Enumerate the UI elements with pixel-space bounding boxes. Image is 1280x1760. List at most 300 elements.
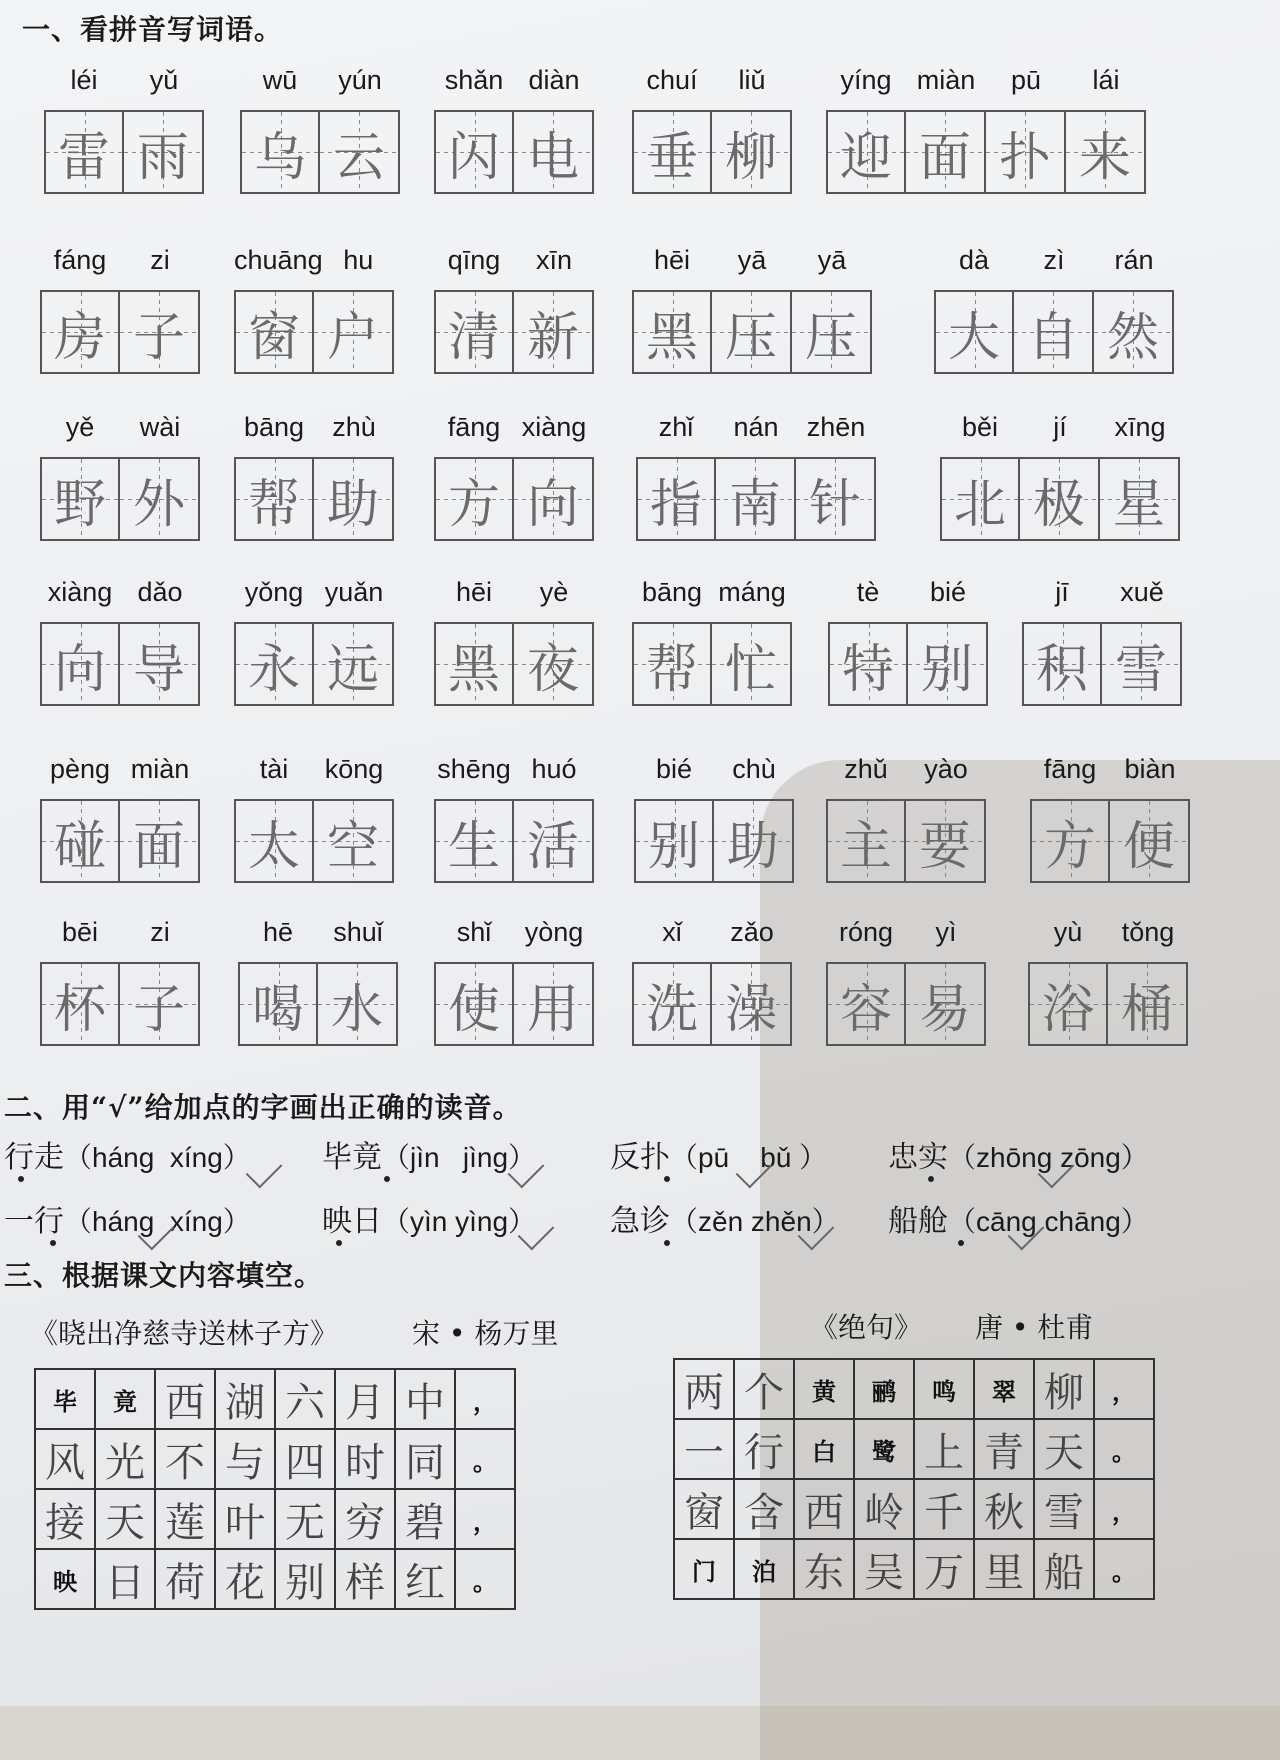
pinyin-syllable: yè: [539, 577, 569, 607]
word-4-2: [234, 570, 394, 706]
word-6-1: [40, 910, 200, 1046]
pinyin-label: [634, 747, 794, 785]
printed-char-cell: 鹂: [854, 1359, 914, 1419]
pinyin-label: [238, 910, 398, 948]
handwritten-char-box[interactable]: 面: [906, 110, 986, 194]
handwritten-char-box[interactable]: 主: [826, 799, 906, 883]
word-1-2: [240, 58, 400, 194]
handwritten-char-cell[interactable]: 个: [734, 1359, 794, 1419]
handwritten-char-box[interactable]: 大: [934, 290, 1014, 374]
word-3-5: [940, 405, 1180, 541]
handwritten-char-box[interactable]: 易: [906, 962, 986, 1046]
handwritten-char-cell[interactable]: 柳: [1034, 1359, 1094, 1419]
emphasis-dot-icon: [958, 1240, 964, 1246]
handwritten-char-box[interactable]: 自: [1014, 290, 1094, 374]
handwritten-char-cell[interactable]: 日: [95, 1549, 155, 1609]
handwritten-char-cell[interactable]: 叶: [215, 1489, 275, 1549]
writing-boxes: [632, 962, 792, 1046]
pinyin-label: [40, 747, 200, 785]
section2-title: 二、用“√”给加点的字画出正确的读音。: [4, 1091, 522, 1124]
pinyin-syllable: zi: [150, 917, 170, 947]
pinyin-syllable: běi: [961, 412, 999, 442]
handwritten-char-cell[interactable]: 窗: [674, 1479, 734, 1539]
handwritten-char-box[interactable]: 野: [40, 457, 120, 541]
word-3-4: [636, 405, 876, 541]
handwritten-char-cell[interactable]: 与: [215, 1429, 275, 1489]
handwritten-char-box[interactable]: 房: [40, 290, 120, 374]
pinyin-syllable: fáng: [53, 245, 107, 275]
pinyin-label: [434, 910, 594, 948]
handwritten-char-cell[interactable]: 雪: [1034, 1479, 1094, 1539]
writing-boxes: [632, 622, 792, 706]
pinyin-syllable: zì: [1043, 245, 1065, 275]
handwritten-char-box[interactable]: 压: [792, 290, 872, 374]
pinyin-syllable: yě: [65, 412, 95, 442]
handwritten-char-box[interactable]: 桶: [1108, 962, 1188, 1046]
poem2-grid: [673, 1358, 1155, 1600]
writing-boxes: [434, 622, 594, 706]
handwritten-char-box[interactable]: 雷: [44, 110, 124, 194]
pinyin-options[interactable]: （cāng chāng）: [948, 1206, 1149, 1237]
handwritten-char-box[interactable]: 指: [636, 457, 716, 541]
pinyin-syllable: chuí: [646, 65, 698, 95]
pinyin-syllable: nán: [733, 412, 779, 442]
word-1-4: [632, 58, 792, 194]
pinyin-label: [40, 405, 200, 443]
handwritten-char-cell[interactable]: 红: [395, 1549, 455, 1609]
pinyin-label: [234, 747, 394, 785]
pinyin-label: [40, 238, 200, 276]
handwritten-char-cell[interactable]: 别: [275, 1549, 335, 1609]
handwritten-char-box[interactable]: 导: [120, 622, 200, 706]
writing-boxes: [234, 622, 394, 706]
emphasis-dot-icon: [928, 1176, 934, 1182]
pinyin-syllable: shēng: [437, 754, 511, 784]
handwritten-char-cell[interactable]: 东: [794, 1539, 854, 1599]
pinyin-syllable: pèng: [49, 754, 111, 784]
handwritten-char-box[interactable]: 闪: [434, 110, 514, 194]
handwritten-char-box[interactable]: 雨: [124, 110, 204, 194]
emphasis-dot-icon: [384, 1176, 390, 1182]
pinyin-syllable: xiàng: [47, 577, 113, 607]
printed-char-cell: 鸣: [914, 1359, 974, 1419]
writing-boxes: [44, 110, 204, 194]
handwritten-char-box[interactable]: 向: [40, 622, 120, 706]
handwritten-char-box[interactable]: 夜: [514, 622, 594, 706]
word-5-1: [40, 747, 200, 883]
handwritten-char-cell[interactable]: 荷: [155, 1549, 215, 1609]
pinyin-syllable: hē: [262, 917, 294, 947]
pinyin-syllable: hēi: [653, 245, 691, 275]
handwritten-char-box[interactable]: 星: [1100, 457, 1180, 541]
printed-char-cell: 鹭: [854, 1419, 914, 1479]
handwritten-char-box[interactable]: 别: [634, 799, 714, 883]
handwritten-char-cell[interactable]: 上: [914, 1419, 974, 1479]
handwritten-char-box[interactable]: 压: [712, 290, 792, 374]
word-6-3: [434, 910, 594, 1046]
word-5-6: [1030, 747, 1190, 883]
target-word: 映日: [322, 1204, 382, 1239]
pinyin-label: [240, 58, 400, 96]
printed-char-cell: 毕: [35, 1369, 95, 1429]
handwritten-char-box[interactable]: 浴: [1028, 962, 1108, 1046]
handwritten-char-box[interactable]: 扑: [986, 110, 1066, 194]
writing-boxes: [238, 962, 398, 1046]
pinyin-label: [632, 58, 792, 96]
pinyin-syllable: hu: [343, 245, 374, 275]
writing-boxes: [1028, 962, 1188, 1046]
writing-boxes: [40, 799, 200, 883]
word-4-4: [632, 570, 792, 706]
pinyin-syllable: zi: [150, 245, 170, 275]
printed-char-cell: 映: [35, 1549, 95, 1609]
writing-boxes: [234, 290, 394, 374]
handwritten-char-cell[interactable]: 里: [974, 1539, 1034, 1599]
handwritten-char-box[interactable]: 帮: [632, 622, 712, 706]
pinyin-syllable: yào: [924, 754, 968, 784]
pinyin-syllable: yòng: [524, 917, 584, 947]
pinyin-syllable: shǐ: [456, 917, 492, 947]
pinyin-syllable: bié: [655, 754, 693, 784]
pinyin-syllable: qīng: [447, 245, 501, 275]
writing-boxes: [826, 962, 986, 1046]
handwritten-char-box[interactable]: 黑: [632, 290, 712, 374]
pinyin-syllable: miàn: [916, 65, 976, 95]
pinyin-syllable: róng: [838, 917, 894, 947]
handwritten-char-cell[interactable]: 千: [914, 1479, 974, 1539]
pinyin-syllable: xǐ: [662, 917, 682, 947]
poem2-author: 唐 • 杜甫: [975, 1311, 1094, 1344]
handwritten-char-cell[interactable]: 船: [1034, 1539, 1094, 1599]
handwritten-char-box[interactable]: 助: [314, 457, 394, 541]
pronunciation-item: [322, 1132, 536, 1176]
handwritten-char-box[interactable]: 使: [434, 962, 514, 1046]
word-3-3: [434, 405, 594, 541]
pinyin-label: [632, 910, 792, 948]
pronunciation-item: [4, 1132, 251, 1176]
handwritten-char-box[interactable]: 特: [828, 622, 908, 706]
handwritten-char-box[interactable]: 方: [434, 457, 514, 541]
pinyin-syllable: huó: [531, 754, 577, 784]
pinyin-syllable: wài: [139, 412, 181, 442]
handwritten-char-box[interactable]: 电: [514, 110, 594, 194]
handwritten-char-cell[interactable]: 湖: [215, 1369, 275, 1429]
word-6-2: [238, 910, 398, 1046]
pinyin-label: [632, 238, 872, 276]
pinyin-options[interactable]: （zěn zhěn）: [670, 1206, 840, 1237]
printed-char-cell: ，: [455, 1369, 515, 1429]
section1-title: 一、看拼音写词语。: [22, 13, 284, 46]
writing-boxes: [828, 622, 988, 706]
pinyin-syllable: xīng: [1114, 412, 1166, 442]
handwritten-char-box[interactable]: 澡: [712, 962, 792, 1046]
handwritten-char-cell[interactable]: 一: [674, 1419, 734, 1479]
printed-char-cell: 门: [674, 1539, 734, 1599]
handwritten-char-box[interactable]: 窗: [234, 290, 314, 374]
pinyin-label: [234, 570, 394, 608]
word-1-5: [826, 58, 1146, 194]
pinyin-syllable: xīn: [535, 245, 573, 275]
pinyin-label: [40, 910, 200, 948]
handwritten-char-cell[interactable]: 样: [335, 1549, 395, 1609]
handwritten-char-cell[interactable]: 天: [1034, 1419, 1094, 1479]
section3-title: 三、根据课文内容填空。: [4, 1259, 324, 1292]
handwritten-char-cell[interactable]: 秋: [974, 1479, 1034, 1539]
handwritten-char-box[interactable]: 要: [906, 799, 986, 883]
pinyin-label: [434, 747, 594, 785]
handwritten-char-box[interactable]: 用: [514, 962, 594, 1046]
pinyin-syllable: zhǔ: [844, 754, 888, 784]
handwritten-char-box[interactable]: 喝: [238, 962, 318, 1046]
pinyin-syllable: yǒng: [244, 577, 304, 607]
handwritten-char-cell[interactable]: 莲: [155, 1489, 215, 1549]
handwritten-char-box[interactable]: 来: [1066, 110, 1146, 194]
writing-boxes: [934, 290, 1174, 374]
handwritten-char-cell[interactable]: 同: [395, 1429, 455, 1489]
handwritten-char-box[interactable]: 雪: [1102, 622, 1182, 706]
handwritten-char-cell[interactable]: 青: [974, 1419, 1034, 1479]
handwritten-char-box[interactable]: 别: [908, 622, 988, 706]
handwritten-char-box[interactable]: 乌: [240, 110, 320, 194]
handwritten-char-cell[interactable]: 中: [395, 1369, 455, 1429]
target-word: 一行: [4, 1204, 64, 1239]
handwritten-char-box[interactable]: 子: [120, 962, 200, 1046]
writing-boxes: [434, 962, 594, 1046]
handwritten-char-box[interactable]: 碰: [40, 799, 120, 883]
writing-boxes: [240, 110, 400, 194]
writing-boxes: [632, 110, 792, 194]
pinyin-syllable: yún: [338, 65, 382, 95]
handwritten-char-cell[interactable]: 两: [674, 1359, 734, 1419]
word-5-4: [634, 747, 794, 883]
pinyin-syllable: jī: [1055, 577, 1069, 607]
handwritten-char-box[interactable]: 永: [234, 622, 314, 706]
emphasis-dot-icon: [664, 1240, 670, 1246]
handwritten-char-box[interactable]: 新: [514, 290, 594, 374]
pinyin-syllable: liǔ: [738, 65, 766, 95]
pinyin-label: [234, 405, 394, 443]
handwritten-char-cell[interactable]: 天: [95, 1489, 155, 1549]
handwritten-char-box[interactable]: 容: [826, 962, 906, 1046]
handwritten-char-box[interactable]: 助: [714, 799, 794, 883]
handwritten-char-box[interactable]: 迎: [826, 110, 906, 194]
pinyin-syllable: yuǎn: [324, 577, 384, 607]
pinyin-syllable: bié: [929, 577, 967, 607]
handwritten-char-cell[interactable]: 不: [155, 1429, 215, 1489]
word-5-3: [434, 747, 594, 883]
word-4-3: [434, 570, 594, 706]
word-4-6: [1022, 570, 1182, 706]
pinyin-syllable: fāng: [447, 412, 501, 442]
writing-boxes: [826, 110, 1146, 194]
pinyin-syllable: rán: [1114, 245, 1154, 275]
handwritten-char-cell[interactable]: 吴: [854, 1539, 914, 1599]
handwritten-char-box[interactable]: 空: [314, 799, 394, 883]
handwritten-char-box[interactable]: 然: [1094, 290, 1174, 374]
handwritten-char-box[interactable]: 水: [318, 962, 398, 1046]
pinyin-label: [434, 238, 594, 276]
writing-boxes: [826, 799, 986, 883]
pinyin-syllable: dǎo: [137, 577, 183, 607]
pinyin-syllable: bāng: [243, 412, 305, 442]
pinyin-options[interactable]: （háng xíng）: [64, 1142, 251, 1173]
writing-boxes: [234, 457, 394, 541]
pinyin-syllable: yā: [737, 245, 767, 275]
handwritten-char-box[interactable]: 活: [514, 799, 594, 883]
word-4-1: [40, 570, 200, 706]
poem1-grid: [34, 1368, 516, 1610]
pinyin-syllable: wū: [262, 65, 298, 95]
handwritten-char-cell[interactable]: 时: [335, 1429, 395, 1489]
writing-boxes: [234, 799, 394, 883]
handwritten-char-box[interactable]: 远: [314, 622, 394, 706]
handwritten-char-box[interactable]: 方: [1030, 799, 1110, 883]
target-word: 反扑: [610, 1140, 670, 1175]
handwritten-char-cell[interactable]: 西: [794, 1479, 854, 1539]
pronunciation-item: [322, 1196, 536, 1240]
pinyin-syllable: bāng: [641, 577, 703, 607]
writing-boxes: [634, 799, 794, 883]
word-2-3: [434, 238, 594, 374]
handwritten-char-box[interactable]: 子: [120, 290, 200, 374]
handwritten-char-cell[interactable]: 含: [734, 1479, 794, 1539]
pinyin-syllable: shǎn: [444, 65, 504, 95]
pinyin-syllable: yù: [1053, 917, 1083, 947]
writing-boxes: [40, 962, 200, 1046]
printed-char-cell: 。: [1094, 1539, 1154, 1599]
writing-boxes: [1030, 799, 1190, 883]
word-5-2: [234, 747, 394, 883]
printed-char-cell: 泊: [734, 1539, 794, 1599]
pinyin-label: [434, 405, 594, 443]
pinyin-syllable: bēi: [61, 917, 99, 947]
pinyin-label: [636, 405, 876, 443]
word-5-5: [826, 747, 986, 883]
pinyin-syllable: tǒng: [1121, 917, 1175, 947]
word-4-5: [828, 570, 988, 706]
printed-char-cell: 。: [455, 1429, 515, 1489]
handwritten-char-box[interactable]: 生: [434, 799, 514, 883]
pinyin-options[interactable]: （háng xíng）: [64, 1206, 251, 1237]
printed-char-cell: 。: [1094, 1419, 1154, 1479]
handwritten-char-cell[interactable]: 四: [275, 1429, 335, 1489]
writing-boxes: [940, 457, 1180, 541]
pinyin-label: [434, 58, 594, 96]
handwritten-char-box[interactable]: 户: [314, 290, 394, 374]
handwritten-char-box[interactable]: 积: [1022, 622, 1102, 706]
handwritten-char-cell[interactable]: 行: [734, 1419, 794, 1479]
printed-char-cell: ，: [455, 1489, 515, 1549]
handwritten-char-box[interactable]: 便: [1110, 799, 1190, 883]
pinyin-label: [44, 58, 204, 96]
pinyin-syllable: miàn: [130, 754, 190, 784]
word-6-4: [632, 910, 792, 1046]
pinyin-label: [1028, 910, 1188, 948]
handwritten-char-box[interactable]: 忙: [712, 622, 792, 706]
handwritten-char-box[interactable]: 杯: [40, 962, 120, 1046]
pinyin-syllable: zǎo: [730, 917, 774, 947]
pinyin-label: [1022, 570, 1182, 608]
handwritten-char-box[interactable]: 黑: [434, 622, 514, 706]
pinyin-syllable: máng: [718, 577, 786, 607]
pinyin-syllable: yíng: [840, 65, 892, 95]
word-3-2: [234, 405, 394, 541]
handwritten-char-box[interactable]: 向: [514, 457, 594, 541]
pinyin-syllable: pū: [1010, 65, 1042, 95]
handwritten-char-box[interactable]: 太: [234, 799, 314, 883]
word-1-3: [434, 58, 594, 194]
target-word: 忠实: [888, 1140, 948, 1175]
pinyin-syllable: xuě: [1120, 577, 1164, 607]
writing-boxes: [1022, 622, 1182, 706]
handwritten-char-box[interactable]: 北: [940, 457, 1020, 541]
handwritten-char-box[interactable]: 洗: [632, 962, 712, 1046]
handwritten-char-box[interactable]: 云: [320, 110, 400, 194]
word-3-1: [40, 405, 200, 541]
handwritten-char-box[interactable]: 南: [716, 457, 796, 541]
pinyin-options[interactable]: （jìn jìng）: [382, 1142, 537, 1173]
handwritten-char-cell[interactable]: 碧: [395, 1489, 455, 1549]
printed-char-cell: 。: [455, 1549, 515, 1609]
handwritten-char-cell[interactable]: 六: [275, 1369, 335, 1429]
pinyin-options[interactable]: （yìn yìng）: [382, 1206, 537, 1237]
word-6-6: [1028, 910, 1188, 1046]
word-6-5: [826, 910, 986, 1046]
handwritten-char-box[interactable]: 柳: [712, 110, 792, 194]
pinyin-label: [234, 238, 394, 276]
handwritten-char-box[interactable]: 帮: [234, 457, 314, 541]
handwritten-char-cell[interactable]: 月: [335, 1369, 395, 1429]
printed-char-cell: 竟: [95, 1369, 155, 1429]
target-word: 行走: [4, 1140, 64, 1175]
writing-boxes: [434, 799, 594, 883]
handwritten-char-box[interactable]: 极: [1020, 457, 1100, 541]
word-2-2: [234, 238, 394, 374]
handwritten-char-cell[interactable]: 接: [35, 1489, 95, 1549]
handwritten-char-box[interactable]: 外: [120, 457, 200, 541]
handwritten-char-box[interactable]: 垂: [632, 110, 712, 194]
pinyin-syllable: chù: [732, 754, 776, 784]
handwritten-char-cell[interactable]: 无: [275, 1489, 335, 1549]
handwritten-char-cell[interactable]: 西: [155, 1369, 215, 1429]
handwritten-char-cell[interactable]: 花: [215, 1549, 275, 1609]
handwritten-char-cell[interactable]: 穷: [335, 1489, 395, 1549]
pinyin-syllable: diàn: [528, 65, 580, 95]
poem1-title: 《晓出净慈寺送林子方》: [30, 1317, 339, 1350]
handwritten-char-box[interactable]: 针: [796, 457, 876, 541]
handwritten-char-box[interactable]: 面: [120, 799, 200, 883]
pinyin-syllable: kōng: [324, 754, 384, 784]
printed-char-cell: ，: [1094, 1479, 1154, 1539]
printed-char-cell: 白: [794, 1419, 854, 1479]
pinyin-options[interactable]: （pū bǔ ）: [670, 1142, 828, 1173]
writing-boxes: [40, 290, 200, 374]
pinyin-syllable: biàn: [1124, 754, 1176, 784]
writing-boxes: [434, 110, 594, 194]
writing-boxes: [632, 290, 872, 374]
pinyin-label: [934, 238, 1174, 276]
pinyin-options[interactable]: （zhōng zōng）: [948, 1142, 1149, 1173]
writing-boxes: [40, 622, 200, 706]
handwritten-char-cell[interactable]: 万: [914, 1539, 974, 1599]
handwritten-char-cell[interactable]: 风: [35, 1429, 95, 1489]
writing-boxes: [434, 290, 594, 374]
handwritten-char-cell[interactable]: 岭: [854, 1479, 914, 1539]
pinyin-label: [40, 570, 200, 608]
handwritten-char-box[interactable]: 清: [434, 290, 514, 374]
pronunciation-item: [888, 1132, 1149, 1176]
handwritten-char-cell[interactable]: 光: [95, 1429, 155, 1489]
